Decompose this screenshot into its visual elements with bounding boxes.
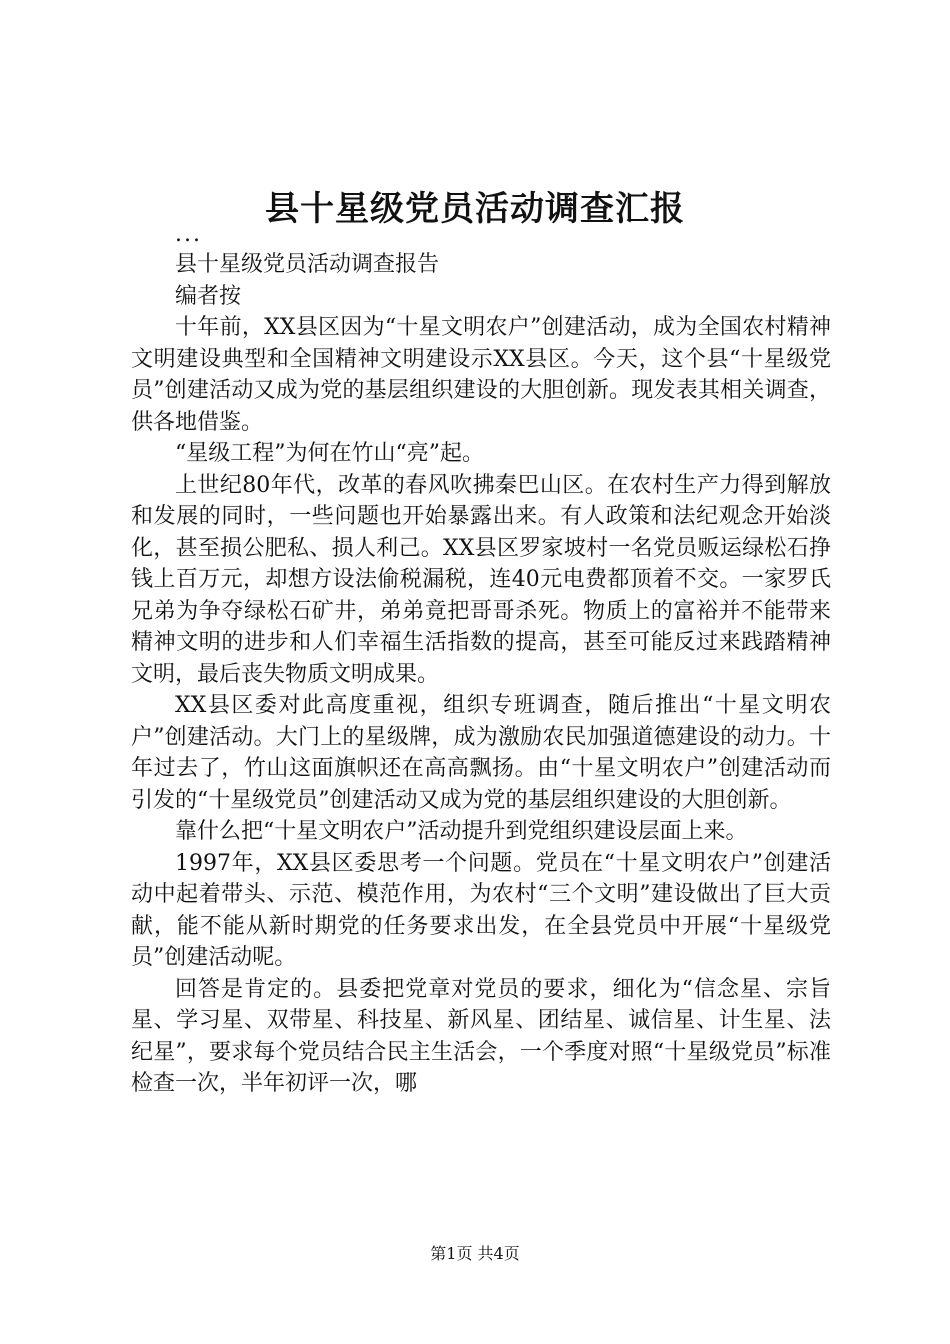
report-subtitle: 县十星级党员活动调查报告 bbox=[175, 252, 440, 277]
paragraph: 上世纪80年代，改革的春风吹拂秦巴山区。在农村生产力得到解放和发展的同时，一些问题也开始暴露出来。有人政策和法纪观念开始淡化，甚至损公肥私、损人利己。XX县区罗家坡村一名党员贩运绿松石挣钱上百万元，却想方设法偷税漏税，连40元电费都顶着不交。一家罗氏兄弟为争夺绿松石矿井，弟弟竟把哥哥杀死。物质上的富裕并不能带来精神文明的进步和人们幸福生活指数的提高，甚至可能反过来践踏精神文明，最后丧失物质文明成果。 bbox=[131, 472, 831, 687]
ellipsis-line: ... bbox=[175, 222, 202, 247]
section-heading: “星级工程”为何在竹山“亮”起。 bbox=[175, 441, 484, 466]
paragraph: 1997年，XX县区委思考一个问题。党员在“十星文明农户”创建活动中起着带头、示范、模范作用，为农村“三个文明”建设做出了巨大贡献，能不能从新时期党的任务要求出发，在全县党员中开展“十星级党员”创建活动呢。 bbox=[131, 850, 831, 970]
paragraph: 十年前，XX县区因为“十星文明农户”创建活动，成为全国农村精神文明建设典型和全国精神文明建设示XX县区。今天，这个县“十星级党员”创建活动又成为党的基层组织建设的大胆创新。现发表其相关调查，供各地借鉴。 bbox=[131, 315, 831, 435]
page-footer: 第1页 共4页 bbox=[430, 1244, 520, 1263]
document-title: 县十星级党员活动调查汇报 bbox=[265, 189, 685, 229]
paragraph: 回答是肯定的。县委把党章对党员的要求，细化为“信念星、宗旨星、学习星、双带星、科技星、新风星、团结星、诚信星、计生星、法纪星”，要求每个党员结合民主生活会，一个季度对照“十星级党员”标准检查一次，半年初评一次，哪 bbox=[131, 976, 831, 1096]
section-heading: 靠什么把“十星文明农户”活动提升到党组织建设层面上来。 bbox=[175, 819, 748, 844]
paragraph: XX县区委对此高度重视，组织专班调查，随后推出“十星文明农户”创建活动。大门上的星级牌，成为激励农民加强道德建设的动力。十年过去了，竹山这面旗帜还在高高飘扬。由“十星文明农户”创建活动而引发的“十星级党员”创建活动又成为党的基层组织建设的大胆创新。 bbox=[131, 693, 831, 813]
document-body bbox=[131, 218, 831, 1100]
editor-note-heading: 编者按 bbox=[175, 283, 242, 309]
